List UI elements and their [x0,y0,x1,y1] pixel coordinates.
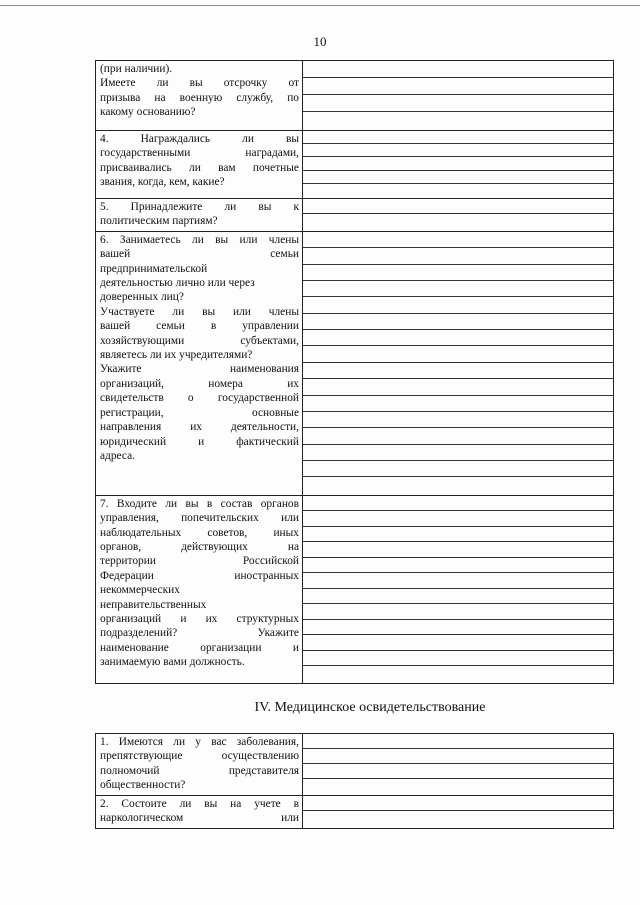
answer-line[interactable] [303,363,613,379]
answer-line[interactable] [303,764,613,779]
answer-line[interactable] [303,131,613,144]
question-line: 2. Состоите ли вы на учете в [100,798,299,810]
answer-line[interactable] [303,78,613,95]
question-line: 6. Занимаетесь ли вы или члены [100,233,299,246]
answer-line[interactable] [303,199,613,214]
question-line: (при наличии). [100,63,173,75]
answer-line[interactable] [303,496,613,512]
question-line: Федерации иностранных [100,569,299,582]
question-line: органов, действующих на [100,541,299,554]
answer-line[interactable] [303,428,613,444]
answer-line[interactable] [303,248,613,264]
question-line: организаций и их структурных [100,613,299,626]
question-row [96,231,614,495]
answer-line[interactable] [303,112,613,129]
question-row [96,734,614,796]
question-row [96,495,614,683]
question-line: Имеете ли вы отсрочку от [100,77,299,90]
answer-line[interactable] [303,558,613,574]
question-line: призыва на военную службу, по [100,91,299,104]
question-line: хозяйствующими субъектами, [100,334,299,347]
question-line: 1. Имеются ли у вас заболевания, [100,736,299,748]
answer-line[interactable] [303,184,613,197]
answer-cell[interactable] [303,796,614,829]
answer-cell[interactable] [303,131,614,199]
question-text [96,796,303,829]
answer-line[interactable] [303,461,613,477]
answer-line[interactable] [303,477,613,493]
question-line: неправительственных [100,598,207,611]
questionnaire-table-continued [95,60,614,684]
question-line: управления, попечительских или [100,512,299,525]
question-line: 5. Принадлежите ли вы к [100,201,299,213]
answer-line[interactable] [303,527,613,543]
section-title: IV. Медицинское освидетельствование [254,700,486,715]
question-line: адреса. [100,449,135,462]
question-line: подразделений? Укажите [100,627,299,640]
question-text [96,231,303,495]
top-rule [0,5,640,6]
question-line: Участвуете ли вы или члены [100,305,299,318]
question-line: наблюдательных советов, иных [100,526,299,539]
answer-line[interactable] [303,666,613,682]
question-line: территории Российской [100,555,299,568]
question-line: Укажите наименования [100,363,299,376]
answer-line[interactable] [303,396,613,412]
question-line: предпринимательской [100,262,208,275]
answer-line[interactable] [303,157,613,170]
question-text [96,495,303,683]
question-line: политическим партиям? [100,215,218,228]
question-line: какому основанию? [100,106,196,119]
answer-line[interactable] [303,749,613,764]
question-line: препятствующие осуществлению [100,750,299,763]
question-line: наркологическом или [100,812,299,825]
question-line: являетесь ли их учредителями? [100,349,253,362]
answer-line[interactable] [303,573,613,589]
question-line: свидетельств о государственной [100,392,299,405]
question-line: присваивались ли вам почетные [100,161,299,174]
question-line: юридический и фактический [100,435,299,448]
answer-line[interactable] [303,144,613,157]
answer-line[interactable] [303,314,613,330]
page-number: 10 [313,34,327,49]
question-text [96,61,303,131]
question-text [96,131,303,199]
answer-line[interactable] [303,604,613,620]
answer-line[interactable] [303,796,613,811]
medical-examination-table [95,733,614,829]
answer-line[interactable] [303,95,613,112]
question-line: полномочий представителя [100,764,299,777]
question-line: занимаемую вами должность. [100,656,245,669]
answer-cell[interactable] [303,495,614,683]
question-line: деятельностью лично или через [100,277,255,290]
question-line: вашей семьи [100,248,299,261]
answer-cell[interactable] [303,231,614,495]
question-line: 4. Награждались ли вы [100,133,299,145]
answer-line[interactable] [303,542,613,558]
answer-line[interactable] [303,171,613,184]
question-line: звания, когда, кем, какие? [100,176,225,189]
answer-line[interactable] [303,297,613,313]
answer-line[interactable] [303,412,613,428]
question-row [96,796,614,829]
question-text [96,199,303,232]
answer-line[interactable] [303,346,613,362]
answer-line[interactable] [303,232,613,248]
question-row [96,131,614,199]
answer-line[interactable] [303,511,613,527]
question-line: общественности? [100,779,186,792]
answer-line[interactable] [303,214,613,229]
question-line: организаций, номера их [100,377,299,390]
answer-cell[interactable] [303,734,614,796]
question-line: 7. Входите ли вы в состав органов [100,497,299,510]
answer-line[interactable] [303,734,613,749]
answer-line[interactable] [303,379,613,395]
question-line: доверенных лиц? [100,291,184,304]
answer-cell[interactable] [303,199,614,232]
question-row [96,61,614,131]
answer-line[interactable] [303,811,613,826]
answer-line[interactable] [303,445,613,461]
answer-line[interactable] [303,281,613,297]
answer-cell[interactable] [303,61,614,131]
question-line: наименование организации и [100,641,299,654]
question-line: государственными наградами, [100,147,299,160]
question-row [96,199,614,232]
question-line: направления их деятельности, [100,421,299,434]
answer-line[interactable] [303,651,613,667]
answer-line[interactable] [303,635,613,651]
question-line: регистрации, основные [100,406,299,419]
answer-line[interactable] [303,589,613,605]
question-line: вашей семьи в управлении [100,320,299,333]
answer-line[interactable] [303,265,613,281]
question-line: некоммерческих [100,584,180,597]
answer-line[interactable] [303,620,613,636]
answer-line[interactable] [303,779,613,794]
answer-line[interactable] [303,330,613,346]
question-text [96,734,303,796]
answer-line[interactable] [303,61,613,78]
